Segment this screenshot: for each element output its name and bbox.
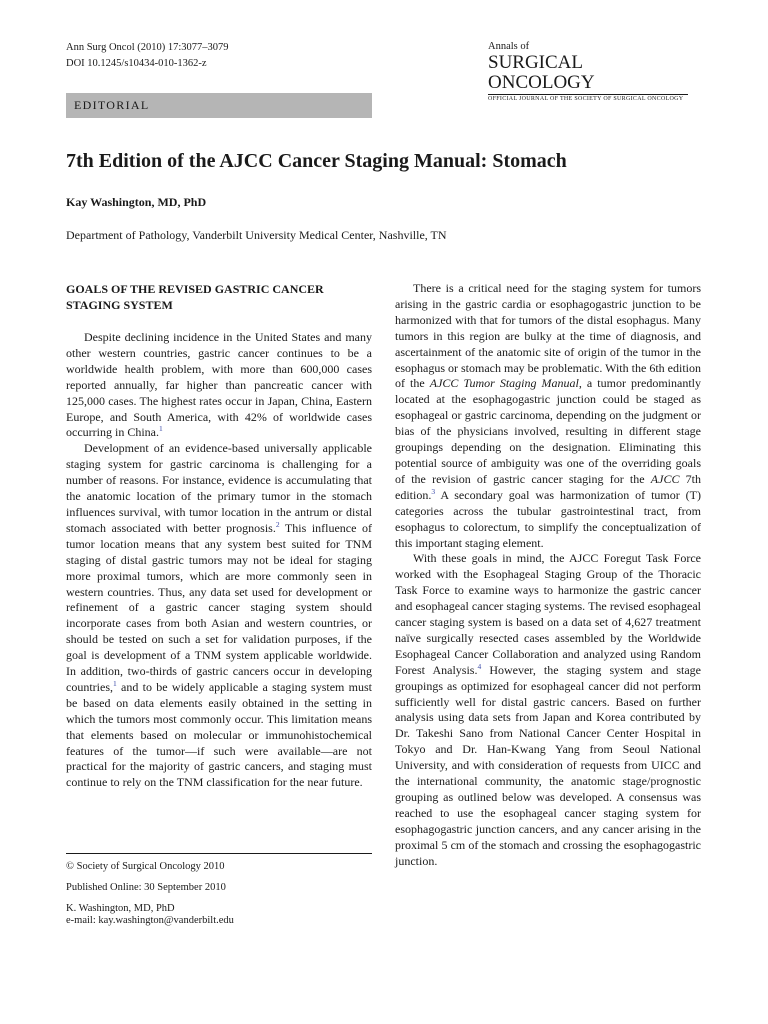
paragraph: There is a critical need for the staging system for tumors arising in the gastric cardia or esophagogastric junction to be harmonized with that for tumors of the distal esophagus. Many tumors in this region are bulky at the time of diagnosis, and ascertainment of the anatomic site of origin of the tumor in the esophagus or stomach may be problematic. With the 6th edition of the AJCC Tumor Staging Manual, a tumor predominantly located at the esophagogastric junction could be staged as esophageal or gastric carcinoma, depending on the judgment or bias of the physicians involved, resulting in different stage groupings depending on the designation. Eliminating this potential source of ambiguity was one of the overriding goals of the revision of gastric cancer staging for the AJCC 7th edition.$^3$ A secondary goal was harmonization of tumor (T) categories across the tubular gastrointestinal tract, from esophagus to colorectum, to simplify the conceptualization of this important staging element. xyxy=(395,281,701,550)
article-title: 7th Edition of the AJCC Cancer Staging Manual: Stomach xyxy=(66,150,567,172)
journal-logo xyxy=(488,41,688,104)
citation-line: Ann Surg Oncol (2010) 17:3077–3079 xyxy=(66,42,229,53)
reference-link[interactable]: 4 xyxy=(477,661,482,671)
footnote-divider xyxy=(66,853,372,854)
right-column xyxy=(395,281,701,870)
section-label-bar xyxy=(66,93,372,118)
copyright-note: © Society of Surgical Oncology 2010 xyxy=(66,861,225,872)
paragraph: Despite declining incidence in the United States and many other western countries, gastric cancer continues to be a worldwide health problem, with more than 600,000 cases reported annually, far higher than pancreatic cancer with 125,000 cases. The highest rates occur in Japan, China, Eastern Europe, and South America, with 42% of worldwide cases occurring in China.$^1$ xyxy=(66,330,372,440)
contact-email[interactable]: e-mail: kay.washington@vanderbilt.edu xyxy=(66,915,234,926)
publication-date: Published Online: 30 September 2010 xyxy=(66,882,226,893)
citation-block xyxy=(66,40,229,72)
author-name: Kay Washington, MD, PhD xyxy=(66,195,207,209)
section-label: EDITORIAL xyxy=(74,98,150,112)
contact-name: K. Washington, MD, PhD xyxy=(66,903,175,914)
reference-link[interactable]: 1 xyxy=(158,424,163,434)
author-affiliation: Department of Pathology, Vanderbilt University Medical Center, Nashville, TN xyxy=(66,228,447,242)
left-column xyxy=(66,281,372,791)
paragraph: Development of an evidence-based universally applicable staging system for gastric carcinoma is challenging for a number of reasons. For instance, evidence is accumulating that the anatomic location of the primary tumor in the stomach influences survival, with tumor location in the antrum or distal stomach associated with better prognosis.$^2$ This influence of tumor location means that any system best suited for TNM staging of distal gastric tumors may not be ideal for staging more proximal tumors, which are more commonly seen in western countries. Thus, any data set used for development or refinement of a gastric cancer staging system should incorporate cases from both Asian and western countries, or should be tested on such a set for validation purposes, if the goal is development of a TNM system applicable worldwide. In addition, two-thirds of gastric cancers occur in developing countries,$^1$ and to be widely applicable a staging system must be based on data elements easily obtained in the setting in which the tumors most commonly occur. This limitation means that elements based on molecular or immunohistochemical features of the tumor—if such were available—are not practical for the majority of gastric cancers, and staging must continue to rely on the TNM classification for the near future. xyxy=(66,441,373,790)
doi-line: DOI 10.1245/s10434-010-1362-z xyxy=(66,58,207,69)
journal-name: SURGICAL ONCOLOGY xyxy=(488,53,688,95)
section-heading: GOALS OF THE REVISED GASTRIC CANCER STAGING SYSTEM xyxy=(66,282,324,312)
reference-link[interactable]: 2 xyxy=(275,519,280,529)
journal-annals-of: Annals of xyxy=(488,41,530,52)
journal-subtitle: OFFICIAL JOURNAL OF THE SOCIETY OF SURGICAL ONCOLOGY xyxy=(488,96,684,102)
paragraph: With these goals in mind, the AJCC Foregut Task Force worked with the Esophageal Staging Group of the Thoracic Task Force to examine ways to harmonize the gastric cancer and esophageal cancer staging systems. The revised esophageal cancer staging system is based on a data set of 4,627 treatment naïve surgically resected cases assembled by the Worldwide Esophageal Cancer Collaboration and analyzed using Random Forest Analysis.$^4$ However, the staging system and stage groupings as optimized for esophageal cancer did not perform sufficiently well for distal gastric cancers. Based on further analysis using data sets from Japan and Korea contributed by Dr. Takeshi Sano from National Cancer Center Hospital in Tokyo and Dr. Han-Kwang Yang from Seoul National University, and with consideration of requests from UICC and the international community, the anatomic stage/prognostic grouping as outlined below was developed. A consensus was reached to use the esophageal cancer staging system for esophagogastric junction cancers, and any cancer arising in the proximal 5 cm of the stomach and crossing the esophagogastric junction. xyxy=(395,551,701,868)
reference-link[interactable]: 3 xyxy=(431,486,436,496)
reference-link[interactable]: 1 xyxy=(113,678,117,688)
